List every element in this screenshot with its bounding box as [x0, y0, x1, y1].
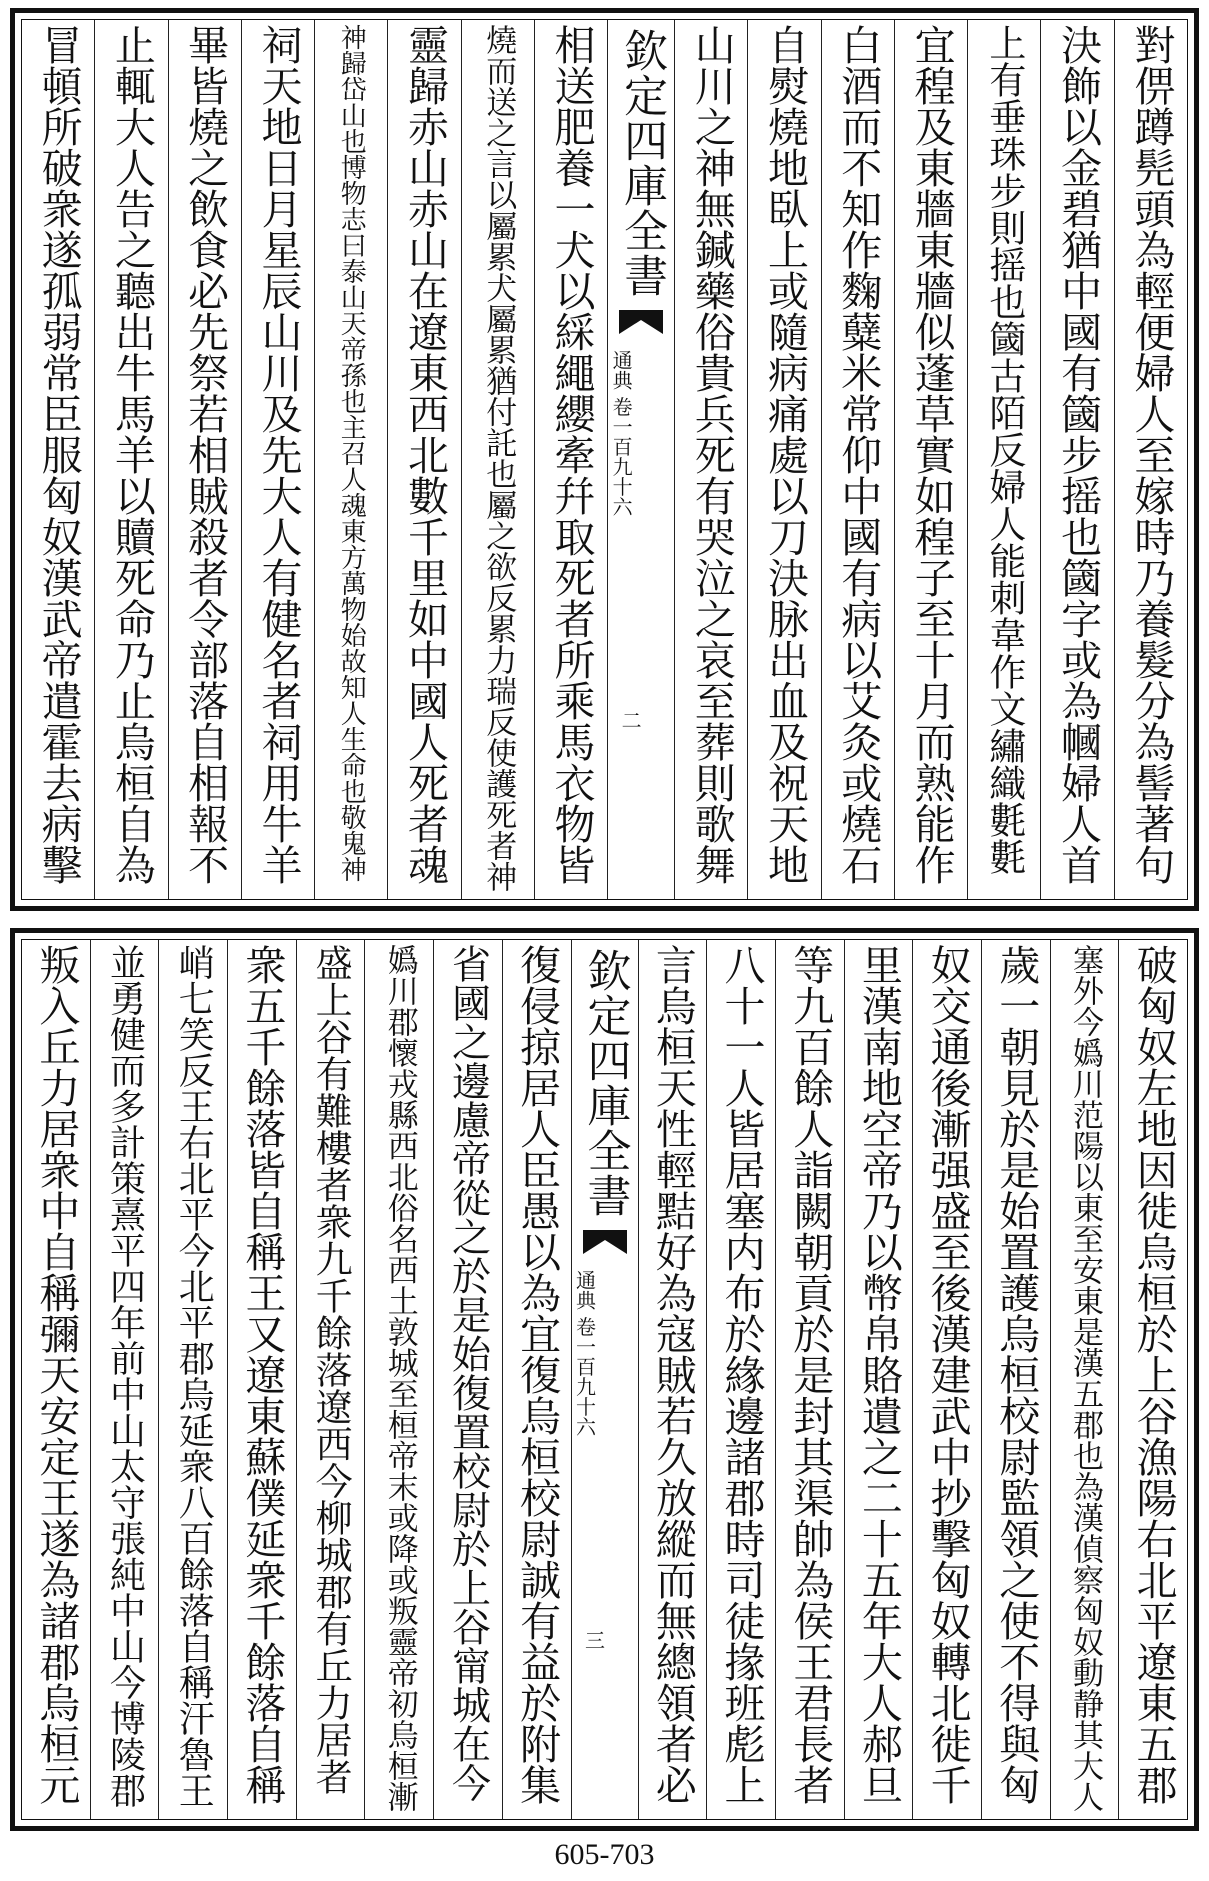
text-column [821, 20, 894, 899]
page-bottom [10, 928, 1199, 1831]
text-column [227, 940, 296, 1819]
column-text: 神歸岱山也博物志曰泰山天帝孫也主召人魂東方萬物始故知人生命也敬鬼神 [336, 24, 367, 882]
page-frame [21, 19, 1188, 900]
text-column [296, 940, 365, 1819]
column-text: 八十一人皆居塞内布於緣邊諸郡時司徒掾班彪上 [717, 944, 766, 1805]
page-number: 三 [581, 1630, 606, 1650]
text-column [981, 940, 1050, 1819]
column-text: 奴交通後漸强盛至後漢建武中抄擊匈奴轉北徙千 [923, 944, 972, 1805]
text-column [22, 20, 94, 899]
column-text: 對㑭蹲髡頭為輕便婦人至嫁時乃養髮分為髻著句 [1127, 24, 1176, 885]
text-column [1040, 20, 1113, 899]
fish-tail-mark-icon [583, 1226, 627, 1256]
center-margin [571, 940, 638, 1819]
column-text: 決飾以金碧猶中國有簂步摇也簂字或為幗婦人首 [1054, 24, 1103, 885]
text-column [314, 20, 387, 899]
column-text: 嬀川郡懷戎縣西北俗名西土敦城至桓帝末或降或叛靈帝初烏桓漸 [381, 944, 418, 1812]
page-top [10, 8, 1199, 911]
book-title: 欽定四庫全書 [579, 948, 631, 1218]
book-title: 欽定四庫全書 [616, 28, 668, 298]
text-column [433, 940, 502, 1819]
text-column [94, 20, 167, 899]
text-column [22, 940, 90, 1819]
column-text: 山川之神無鍼藥俗貴兵死有哭泣之哀至葬則歌舞 [687, 24, 736, 885]
column-text: 言烏桓天性輕黠好為寇賊若久放縱而無總領者必 [648, 944, 697, 1805]
column-text: 破匈奴左地因徙烏桓於上谷漁陽右北平遼東五郡 [1129, 944, 1178, 1805]
text-column [674, 20, 747, 899]
column-text: 自熨燒地臥上或隨病痛處以刀決脉出血及祝天地 [761, 24, 810, 885]
text-column [1050, 940, 1119, 1819]
column-text: 相送肥養一犬以綵繩纓牽幷取死者所乘馬衣物皆 [547, 24, 596, 885]
text-column [461, 20, 534, 899]
text-column [158, 940, 227, 1819]
column-text: 等九百餘人詣闕朝貢於是封其渠帥為侯王君長者 [786, 944, 835, 1805]
text-column [894, 20, 967, 899]
column-text: 祠天地日月星辰山川及先大人有健名者祠用牛羊 [254, 24, 303, 885]
column-text: 衆五千餘落皆自稱王又遼東蘇僕延衆千餘落自稱 [238, 944, 287, 1805]
text-column [502, 940, 571, 1819]
column-text: 宜䅣及東牆東牆似蓬草實如䅣子至十月而熟能作 [907, 24, 956, 885]
column-text: 盛上谷有難樓者衆九千餘落遼西今柳城郡有丘力居者 [309, 944, 353, 1795]
column-text: 靈歸赤山赤山在遼東西北數千里如中國人死者魂 [400, 24, 449, 885]
column-text: 省國之邊慮帝從之於是始復置校尉於上谷甯城在今 [445, 944, 491, 1802]
page-footer-number: 605-703 [554, 1838, 655, 1871]
text-column [775, 940, 844, 1819]
column-text: 上有垂珠步則摇也簂古陌反婦人能刺韋作文繡織氀氀 [982, 24, 1026, 875]
column-text: 歲一朝見於是始置護烏桓校尉監領之使不得與匈 [992, 944, 1041, 1805]
text-column [638, 940, 707, 1819]
column-text: 塞外今嬀川范陽以東至安東是漢五郡也為漢偵察匈奴動静其大人 [1066, 944, 1103, 1812]
column-text: 冒頓所破衆遂孤弱常臣服匈奴漢武帝遣霍去病擊 [34, 24, 83, 885]
text-column [967, 20, 1040, 899]
page-number: 二 [618, 710, 643, 730]
column-text: 止輒大人告之聽出牛馬羊以贖死命乃止烏桓自為 [107, 24, 156, 885]
column-text: 白酒而不知作麴糵米常仰中國有病以艾灸或燒石 [834, 24, 883, 885]
volume-label: 通典 卷一百九十六 [572, 1270, 597, 1437]
text-column [364, 940, 433, 1819]
text-column [241, 20, 314, 899]
center-margin [607, 20, 674, 899]
text-column [912, 940, 981, 1819]
text-column [706, 940, 775, 1819]
fish-tail-mark-icon [619, 306, 663, 336]
text-column [534, 20, 607, 899]
text-column [168, 20, 241, 899]
text-column [1114, 20, 1187, 899]
column-text: 並勇健而多計策熹平四年前中山太守張純中山今博陵郡 [104, 944, 146, 1808]
text-column [387, 20, 460, 899]
column-text: 燒而送之言以屬累犬屬累猶付託也屬之欲反累力瑞反使護死者神 [480, 24, 517, 892]
column-text: 畢皆燒之飲食必先祭若相賊殺者令部落自相報不 [181, 24, 230, 885]
column-text: 里漢南地空帝乃以幣帛賂遺之二十五年大人郝旦 [854, 944, 903, 1805]
text-column [1118, 940, 1187, 1819]
page-frame [21, 939, 1188, 1820]
text-column [844, 940, 913, 1819]
volume-label: 通典 卷一百九十六 [609, 350, 634, 517]
text-column [90, 940, 159, 1819]
column-text: 復侵掠居人臣愚以為宜復烏桓校尉誠有益於附集 [513, 944, 562, 1805]
column-text: 叛入丘力居衆中自稱彌天安定王遂為諸郡烏桓元 [32, 944, 81, 1805]
column-text: 峭七笑反王右北平今北平郡烏延衆八百餘落自稱汗魯王 [173, 944, 215, 1808]
text-column [747, 20, 820, 899]
